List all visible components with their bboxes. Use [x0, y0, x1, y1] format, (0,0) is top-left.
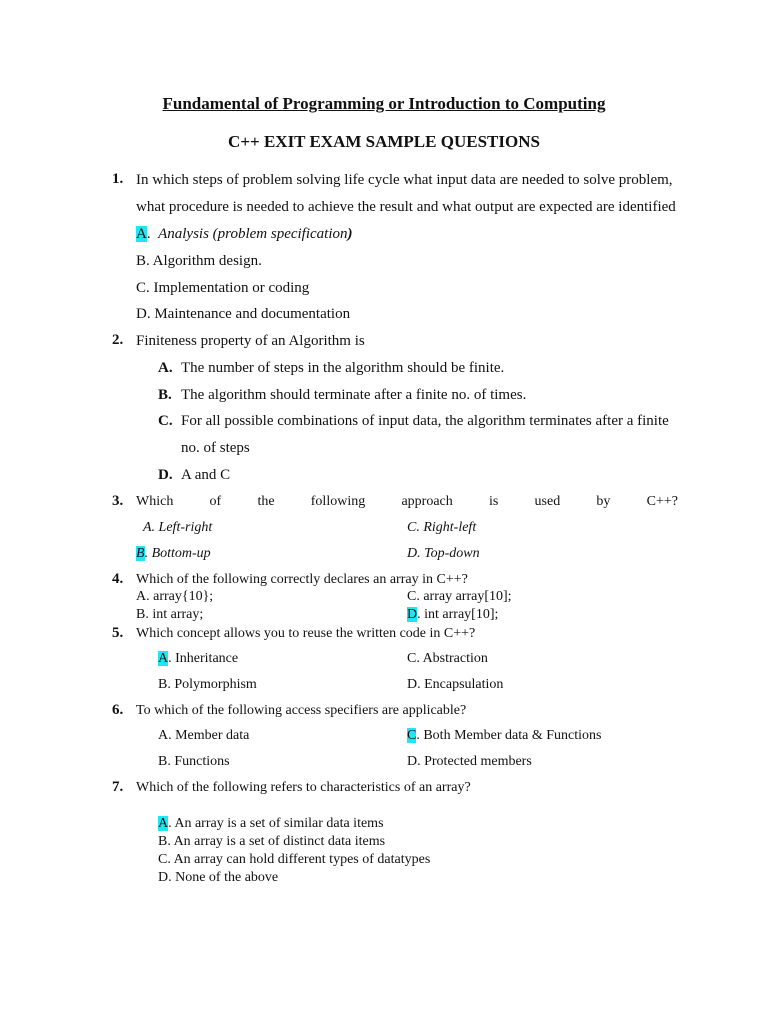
question-1-option-b: B. Algorithm design. [136, 253, 262, 269]
option-d-text: . int array[10]; [417, 607, 499, 622]
question-2-option-c-key: C. [158, 413, 173, 429]
question-3-option-b [136, 546, 211, 562]
question-5-text: Which concept allows you to reuse the written code in C++? [136, 626, 476, 641]
option-a-text: . Inheritance [168, 651, 239, 666]
answer-highlight: B [136, 546, 145, 561]
question-5-option-a [158, 651, 238, 667]
option-a-close: ) [347, 226, 353, 242]
question-2-option-d-key: D. [158, 467, 173, 483]
option-c-text: . Both Member data & Functions [416, 728, 602, 743]
option-a-text: . An array is a set of similar data items [168, 816, 384, 831]
document-subtitle: C++ EXIT EXAM SAMPLE QUESTIONS [228, 132, 540, 151]
question-6-option-d: D. Protected members [407, 754, 532, 769]
question-3-option-a: A. Left-right [143, 520, 213, 535]
question-3-option-c: C. Right-left [407, 520, 477, 535]
question-3-word: Which [136, 494, 174, 509]
question-5-number: 5. [112, 625, 124, 641]
option-b-text: . Bottom-up [144, 546, 211, 561]
question-7-option-a [158, 816, 384, 832]
question-3-word: following [310, 494, 366, 509]
question-6-option-c [407, 728, 601, 744]
question-3-text [136, 494, 678, 510]
question-3-number: 3. [112, 493, 124, 509]
question-3-word: used [534, 494, 561, 509]
question-4-option-c: C. array array[10]; [407, 589, 512, 604]
question-2-option-a-key: A. [158, 360, 173, 376]
answer-highlight: D [407, 607, 418, 622]
answer-highlight: C [407, 728, 417, 743]
question-6-text: To which of the following access specifiers are applicable? [136, 703, 467, 718]
answer-highlight: A [158, 816, 169, 831]
option-a-text: Analysis (problem specification [158, 226, 348, 242]
question-3-word: approach [401, 494, 453, 509]
question-7-number: 7. [112, 779, 124, 795]
question-3-word: of [209, 494, 222, 509]
question-2-text: Finiteness property of an Algorithm is [136, 333, 365, 349]
question-3-word: C++? [646, 494, 678, 509]
document-title: Fundamental of Programming or Introduction to Computing [162, 94, 606, 113]
question-2-option-c: For all possible combinations of input data, the algorithm terminates after a finite [181, 413, 669, 429]
question-4-option-b: B. int array; [136, 607, 204, 622]
question-7-option-c: C. An array can hold different types of datatypes [158, 852, 431, 867]
question-1-text-line2: what procedure is needed to achieve the result and what output are expected are identified [136, 199, 676, 215]
question-2-option-a: The number of steps in the algorithm should be finite. [181, 360, 505, 376]
question-2-option-b-key: B. [158, 387, 172, 403]
question-3-word: is [488, 494, 499, 509]
answer-highlight: A [136, 226, 147, 242]
question-2-number: 2. [112, 332, 124, 348]
question-6-option-b: B. Functions [158, 754, 230, 769]
question-1-number: 1. [112, 171, 124, 187]
question-4-option-d [407, 607, 498, 623]
question-7-option-b: B. An array is a set of distinct data items [158, 834, 386, 849]
question-4-number: 4. [112, 571, 124, 587]
question-7-option-d: D. None of the above [158, 870, 279, 885]
question-3-word: the [257, 494, 275, 509]
question-2-option-c-line2: no. of steps [181, 440, 250, 456]
question-3-word: by [596, 494, 611, 509]
question-1-option-d: D. Maintenance and documentation [136, 306, 351, 322]
answer-highlight: A [158, 651, 169, 666]
question-2-option-d: A and C [181, 467, 231, 483]
question-5-option-d: D. Encapsulation [407, 677, 504, 692]
question-1-text-line1: In which steps of problem solving life cycle what input data are needed to solve problem, [136, 172, 673, 188]
question-1-option-a: A. Analysis (problem specification) [136, 226, 353, 242]
question-7-text: Which of the following refers to characteristics of an array? [136, 780, 471, 795]
question-4-option-a: A. array{10}; [136, 589, 214, 604]
question-1-option-c: C. Implementation or coding [136, 280, 310, 296]
question-2-option-b: The algorithm should terminate after a finite no. of times. [181, 387, 527, 403]
question-6-option-a: A. Member data [158, 728, 250, 743]
question-5-option-c: C. Abstraction [407, 651, 488, 666]
question-3-option-d: D. Top-down [407, 546, 480, 561]
question-6-number: 6. [112, 702, 124, 718]
question-5-option-b: B. Polymorphism [158, 677, 257, 692]
question-4-text: Which of the following correctly declares an array in C++? [136, 572, 468, 587]
